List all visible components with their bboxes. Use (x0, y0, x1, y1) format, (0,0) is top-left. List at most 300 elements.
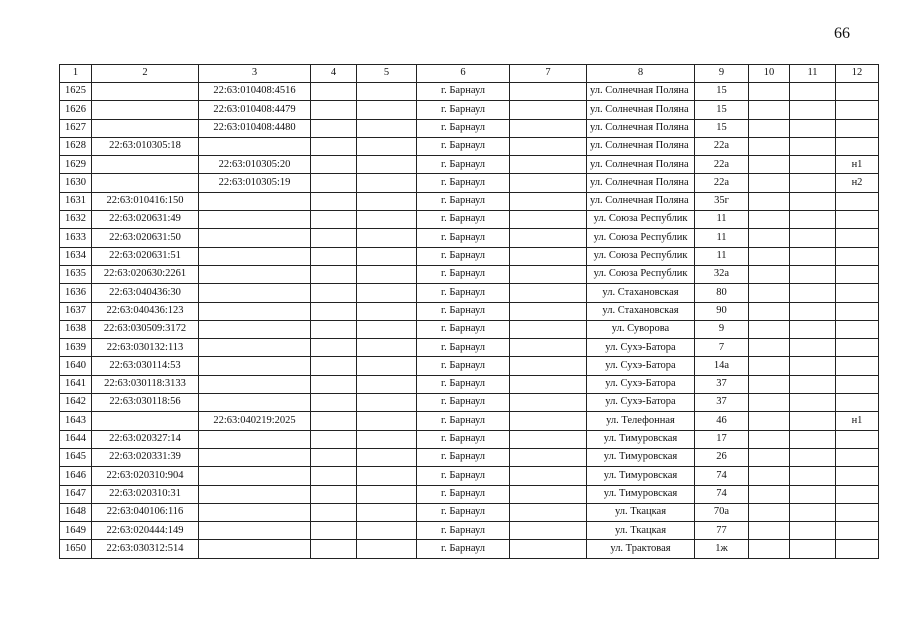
table-row (60, 174, 879, 192)
registry-table (59, 64, 879, 559)
table-cell: г. Барнаул (417, 540, 510, 558)
table-cell (311, 320, 357, 338)
table-cell (790, 137, 836, 155)
table-cell (510, 540, 587, 558)
table-cell (510, 357, 587, 375)
table-cell: 1627 (60, 119, 92, 137)
table-cell (357, 265, 417, 283)
table-cell (357, 357, 417, 375)
table-cell (92, 101, 199, 119)
table-cell (836, 211, 879, 229)
table-cell (836, 192, 879, 210)
table-cell (199, 265, 311, 283)
table-cell (357, 101, 417, 119)
table-cell (790, 284, 836, 302)
table-cell (749, 211, 790, 229)
table-row (60, 265, 879, 283)
table-cell (311, 302, 357, 320)
table-cell: 1646 (60, 467, 92, 485)
table-cell: 1644 (60, 430, 92, 448)
table-row (60, 247, 879, 265)
table-cell (749, 302, 790, 320)
table-cell (510, 174, 587, 192)
table-cell (199, 430, 311, 448)
table-cell (311, 101, 357, 119)
table-row (60, 467, 879, 485)
table-cell (749, 174, 790, 192)
table-cell (199, 339, 311, 357)
table-cell: 70а (695, 503, 749, 521)
table-cell (357, 430, 417, 448)
table-cell: г. Барнаул (417, 83, 510, 101)
table-cell: 22:63:010408:4516 (199, 83, 311, 101)
table-cell (199, 522, 311, 540)
table-cell: 22:63:020444:149 (92, 522, 199, 540)
table-cell: ул. Солнечная Поляна (587, 192, 695, 210)
table-cell (510, 211, 587, 229)
table-cell: 22:63:020331:39 (92, 448, 199, 466)
table-cell: г. Барнаул (417, 265, 510, 283)
table-cell: 22:63:010305:19 (199, 174, 311, 192)
table-cell (790, 357, 836, 375)
table-cell (510, 229, 587, 247)
table-cell (311, 83, 357, 101)
table-cell (311, 357, 357, 375)
table-cell (836, 430, 879, 448)
table-cell: ул. Тимуровская (587, 430, 695, 448)
table-cell: ул. Солнечная Поляна (587, 174, 695, 192)
table-cell: ул. Стахановская (587, 284, 695, 302)
table-cell (749, 357, 790, 375)
table-cell (199, 448, 311, 466)
table-cell (836, 339, 879, 357)
table-cell (357, 302, 417, 320)
table-cell (311, 430, 357, 448)
table-cell: ул. Солнечная Поляна (587, 101, 695, 119)
table-cell (199, 503, 311, 521)
table-cell (790, 192, 836, 210)
table-cell: н1 (836, 412, 879, 430)
table-cell (357, 522, 417, 540)
table-cell (357, 540, 417, 558)
table-cell (510, 430, 587, 448)
table-cell (836, 375, 879, 393)
table-cell (311, 394, 357, 412)
table-row (60, 485, 879, 503)
table-cell (749, 156, 790, 174)
page-number: 66 (834, 25, 850, 42)
table-cell (357, 192, 417, 210)
table-cell (790, 503, 836, 521)
table-cell: ул. Союза Республик (587, 211, 695, 229)
table-row (60, 540, 879, 558)
table-cell (510, 192, 587, 210)
table-cell: 1636 (60, 284, 92, 302)
table-cell: г. Барнаул (417, 394, 510, 412)
table-cell: 1642 (60, 394, 92, 412)
table-cell (510, 156, 587, 174)
table-cell: 22:63:020631:51 (92, 247, 199, 265)
table-cell (749, 375, 790, 393)
table-cell: 22:63:040436:30 (92, 284, 199, 302)
table-cell (749, 137, 790, 155)
table-cell (92, 83, 199, 101)
table-cell: 11 (695, 229, 749, 247)
table-cell: 22:63:030509:3172 (92, 320, 199, 338)
table-cell: г. Барнаул (417, 320, 510, 338)
table-cell (199, 485, 311, 503)
table-cell: г. Барнаул (417, 503, 510, 521)
table-cell (749, 485, 790, 503)
table-cell: ул. Стахановская (587, 302, 695, 320)
table-cell: г. Барнаул (417, 137, 510, 155)
table-cell: ул. Ткацкая (587, 503, 695, 521)
table-cell (510, 101, 587, 119)
table-cell (790, 247, 836, 265)
table-cell (311, 119, 357, 137)
table-cell: г. Барнаул (417, 174, 510, 192)
table-row (60, 357, 879, 375)
table-cell: 1641 (60, 375, 92, 393)
table-cell: г. Барнаул (417, 247, 510, 265)
table-cell: 74 (695, 485, 749, 503)
table-cell: г. Барнаул (417, 375, 510, 393)
table-cell (836, 357, 879, 375)
table-cell (199, 320, 311, 338)
table-cell (92, 174, 199, 192)
table-cell: 17 (695, 430, 749, 448)
table-cell (357, 156, 417, 174)
column-header: 9 (695, 65, 749, 83)
table-cell (749, 265, 790, 283)
table-cell (510, 375, 587, 393)
table-cell (790, 540, 836, 558)
table-cell: г. Барнаул (417, 192, 510, 210)
table-cell (790, 394, 836, 412)
table-cell (311, 284, 357, 302)
table-row (60, 394, 879, 412)
table-cell: ул. Союза Республик (587, 247, 695, 265)
table-cell (790, 156, 836, 174)
table-cell: г. Барнаул (417, 430, 510, 448)
table-cell (790, 467, 836, 485)
table-cell (357, 375, 417, 393)
table-cell (199, 540, 311, 558)
table-cell: 1629 (60, 156, 92, 174)
table-cell: 1639 (60, 339, 92, 357)
table-cell: 22:63:010408:4479 (199, 101, 311, 119)
table-row (60, 284, 879, 302)
table-cell (311, 412, 357, 430)
table-cell: 1634 (60, 247, 92, 265)
table-cell (357, 339, 417, 357)
table-cell (510, 394, 587, 412)
table-cell (311, 540, 357, 558)
table-cell (790, 522, 836, 540)
table-cell (836, 302, 879, 320)
table-cell: 22а (695, 137, 749, 155)
table-row (60, 522, 879, 540)
table-cell (749, 229, 790, 247)
table-cell: г. Барнаул (417, 522, 510, 540)
table-cell: 22:63:010416:150 (92, 192, 199, 210)
table-cell (836, 320, 879, 338)
table-cell (790, 174, 836, 192)
table-cell: 22:63:040436:123 (92, 302, 199, 320)
table-cell (510, 522, 587, 540)
table-row (60, 101, 879, 119)
table-cell (749, 540, 790, 558)
table-cell (790, 448, 836, 466)
table-cell: 37 (695, 394, 749, 412)
table-cell: 1635 (60, 265, 92, 283)
table-cell (836, 137, 879, 155)
table-cell: 80 (695, 284, 749, 302)
table-cell (790, 339, 836, 357)
table-row (60, 229, 879, 247)
table-cell: ул. Союза Республик (587, 229, 695, 247)
table-cell (790, 211, 836, 229)
table-cell: 1633 (60, 229, 92, 247)
table-cell (357, 394, 417, 412)
table-cell: 14а (695, 357, 749, 375)
table-cell (749, 430, 790, 448)
table-cell: 26 (695, 448, 749, 466)
table-cell (749, 339, 790, 357)
table-cell (836, 265, 879, 283)
table-cell (510, 247, 587, 265)
table-cell (749, 284, 790, 302)
table-cell (357, 412, 417, 430)
column-header: 11 (790, 65, 836, 83)
table-cell (749, 467, 790, 485)
table-cell (357, 448, 417, 466)
table-row (60, 302, 879, 320)
table-cell: г. Барнаул (417, 119, 510, 137)
table-cell: 15 (695, 101, 749, 119)
table-cell: 77 (695, 522, 749, 540)
table-cell: ул. Солнечная Поляна (587, 156, 695, 174)
table-cell (92, 119, 199, 137)
table-cell: 74 (695, 467, 749, 485)
table-cell: ул. Суворова (587, 320, 695, 338)
table-cell (749, 394, 790, 412)
table-cell (311, 522, 357, 540)
table-cell (790, 430, 836, 448)
table-cell: г. Барнаул (417, 412, 510, 430)
table-cell: 1628 (60, 137, 92, 155)
table-row (60, 211, 879, 229)
table-cell: 22:63:030132:113 (92, 339, 199, 357)
table-cell: 1626 (60, 101, 92, 119)
table-row (60, 119, 879, 137)
table-row (60, 448, 879, 466)
table-cell (790, 101, 836, 119)
table-cell: ул. Сухэ-Батора (587, 339, 695, 357)
table-cell (790, 485, 836, 503)
table-cell: 22:63:020631:49 (92, 211, 199, 229)
table-cell (311, 174, 357, 192)
table-cell (749, 503, 790, 521)
table-cell (836, 540, 879, 558)
table-cell: 7 (695, 339, 749, 357)
table-cell (836, 83, 879, 101)
table-row (60, 320, 879, 338)
table-cell (510, 503, 587, 521)
table-cell: ул. Сухэ-Батора (587, 357, 695, 375)
table-cell (199, 394, 311, 412)
table-cell: 9 (695, 320, 749, 338)
table-row (60, 430, 879, 448)
table-row (60, 192, 879, 210)
table-cell (357, 284, 417, 302)
table-cell: 1630 (60, 174, 92, 192)
table-cell (510, 284, 587, 302)
table-cell: 1640 (60, 357, 92, 375)
table-cell (749, 247, 790, 265)
column-header: 5 (357, 65, 417, 83)
table-cell (199, 229, 311, 247)
table-cell (311, 467, 357, 485)
table-cell: 46 (695, 412, 749, 430)
table-cell: 22а (695, 174, 749, 192)
header-row (60, 65, 879, 83)
table-cell: 22:63:030312:514 (92, 540, 199, 558)
table-cell (199, 375, 311, 393)
table-cell (311, 211, 357, 229)
table-cell (510, 83, 587, 101)
table-cell (357, 174, 417, 192)
table-cell (311, 375, 357, 393)
table-cell (510, 448, 587, 466)
table-cell: 22:63:040106:116 (92, 503, 199, 521)
table-cell: г. Барнаул (417, 229, 510, 247)
table-cell (311, 485, 357, 503)
table-cell (311, 229, 357, 247)
table-cell: г. Барнаул (417, 302, 510, 320)
table-cell (357, 119, 417, 137)
column-header: 12 (836, 65, 879, 83)
table-cell: 22а (695, 156, 749, 174)
table-cell: г. Барнаул (417, 211, 510, 229)
table-cell (510, 302, 587, 320)
table-cell (311, 265, 357, 283)
table-cell (92, 156, 199, 174)
table-cell (749, 320, 790, 338)
table-cell (510, 467, 587, 485)
table-cell: г. Барнаул (417, 357, 510, 375)
table-cell (790, 229, 836, 247)
table-cell (199, 211, 311, 229)
table-cell (357, 137, 417, 155)
table-cell (790, 83, 836, 101)
table-cell (510, 320, 587, 338)
column-header: 7 (510, 65, 587, 83)
table-row (60, 156, 879, 174)
table-row (60, 83, 879, 101)
table-cell: н2 (836, 174, 879, 192)
table-cell: 11 (695, 211, 749, 229)
column-header: 8 (587, 65, 695, 83)
table-cell: 1650 (60, 540, 92, 558)
table-row (60, 137, 879, 155)
table-cell (510, 137, 587, 155)
table-cell (790, 320, 836, 338)
table-cell (790, 375, 836, 393)
table-cell: ул. Тимуровская (587, 485, 695, 503)
table-cell: н1 (836, 156, 879, 174)
table-cell (836, 522, 879, 540)
table-cell: ул. Солнечная Поляна (587, 83, 695, 101)
table-cell (836, 448, 879, 466)
column-header: 10 (749, 65, 790, 83)
table-cell (836, 485, 879, 503)
table-cell: ул. Союза Республик (587, 265, 695, 283)
table-cell: 1637 (60, 302, 92, 320)
table-cell: ул. Солнечная Поляна (587, 119, 695, 137)
table-cell: 22:63:020310:904 (92, 467, 199, 485)
table-cell: ул. Тимуровская (587, 467, 695, 485)
table-cell: ул. Сухэ-Батора (587, 394, 695, 412)
table-cell (92, 412, 199, 430)
table-cell (749, 119, 790, 137)
table-cell (357, 503, 417, 521)
table-cell: 22:63:030118:56 (92, 394, 199, 412)
table-cell: 22:63:040219:2025 (199, 412, 311, 430)
table-cell (749, 412, 790, 430)
table-cell: ул. Ткацкая (587, 522, 695, 540)
table-cell: 35г (695, 192, 749, 210)
table-cell (510, 339, 587, 357)
table-cell (836, 229, 879, 247)
table-cell: 15 (695, 83, 749, 101)
column-header: 2 (92, 65, 199, 83)
table-cell: г. Барнаул (417, 156, 510, 174)
table-cell: 32а (695, 265, 749, 283)
table-cell (199, 467, 311, 485)
table-cell: г. Барнаул (417, 284, 510, 302)
table-cell (311, 247, 357, 265)
table-cell: 22:63:010305:20 (199, 156, 311, 174)
table-cell (790, 412, 836, 430)
table-cell (357, 320, 417, 338)
table-cell (357, 485, 417, 503)
table-cell (199, 247, 311, 265)
table-cell: 1649 (60, 522, 92, 540)
column-header: 6 (417, 65, 510, 83)
table-cell (836, 119, 879, 137)
table-cell (357, 83, 417, 101)
table-cell: г. Барнаул (417, 448, 510, 466)
table-cell (311, 448, 357, 466)
table-cell (510, 119, 587, 137)
table-cell: 22:63:020631:50 (92, 229, 199, 247)
table-cell: 11 (695, 247, 749, 265)
table-cell (510, 265, 587, 283)
table-cell (749, 101, 790, 119)
table-cell (790, 119, 836, 137)
table-cell (311, 192, 357, 210)
table-cell (199, 284, 311, 302)
table-cell: г. Барнаул (417, 467, 510, 485)
table-cell: ул. Солнечная Поляна (587, 137, 695, 155)
table-cell (311, 503, 357, 521)
table-cell (199, 302, 311, 320)
table-cell: г. Барнаул (417, 485, 510, 503)
table-cell (836, 247, 879, 265)
table-cell: 1625 (60, 83, 92, 101)
table-row (60, 339, 879, 357)
